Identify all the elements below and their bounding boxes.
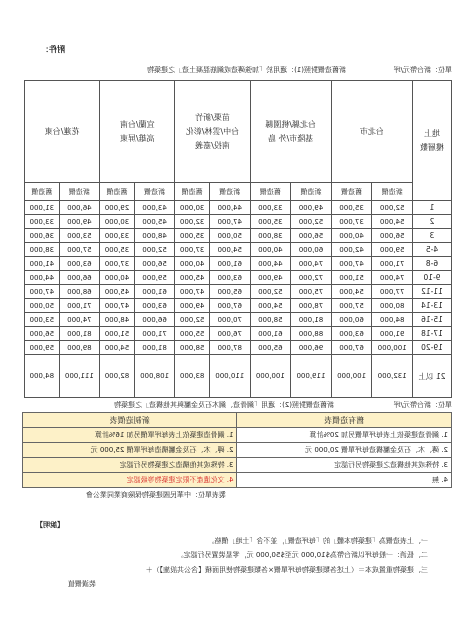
table1-row xyxy=(25,243,452,257)
old-price-cell: 33,000 xyxy=(250,201,291,215)
new-price-cell: 56,000 xyxy=(372,229,413,243)
new-price-cell: 57,000 xyxy=(59,243,100,257)
old-price-cell: 40,000 xyxy=(100,271,135,285)
floor-cell: 2 xyxy=(413,215,452,229)
new-price-cell: 63,000 xyxy=(59,257,100,271)
table2-row xyxy=(23,428,452,443)
old-price-cell: 38,000 xyxy=(250,229,291,243)
new-price-cell: 53,000 xyxy=(59,229,100,243)
old-price-cell: 83,000 xyxy=(175,355,210,398)
old-price-cell: 49,000 xyxy=(175,299,210,313)
new-price-cell: 59,000 xyxy=(372,243,413,257)
new-price-cell: 48,000 xyxy=(134,229,175,243)
old-price-cell: 60,000 xyxy=(331,313,372,327)
old-price-cell: 47,000 xyxy=(331,257,372,271)
new-price-cell: 59,000 xyxy=(134,271,175,285)
old-price-cell: 32,000 xyxy=(175,215,210,229)
table1-unit: 單位：新台幣元/坪 xyxy=(393,66,452,74)
old-price-cell: 51,000 xyxy=(100,327,135,341)
old-price-cell: 31,000 xyxy=(25,201,60,215)
old-price-rule: 3. 特殊或其他構造之建築物另行認定 xyxy=(237,458,452,473)
col-old-price-header: 舊造價 xyxy=(250,183,291,201)
floor-cell: 9-10 xyxy=(413,271,452,285)
old-price-cell: 44,000 xyxy=(25,271,60,285)
new-price-cell: 49,000 xyxy=(59,215,100,229)
table1-row xyxy=(25,271,452,285)
old-price-cell: 36,000 xyxy=(25,229,60,243)
floor-cell: 11-12 xyxy=(413,285,452,299)
old-price-cell: 35,000 xyxy=(250,215,291,229)
table1-row xyxy=(25,313,452,327)
cost-table-1 xyxy=(24,80,452,398)
table2-source: 製表單位：中華民國建築物保險商業同業公會 xyxy=(86,491,226,499)
old-price-cell: 37,000 xyxy=(175,243,210,257)
col-new-price-header: 新造價 xyxy=(372,183,413,201)
floor-header: 地上 樓層數 xyxy=(413,81,452,201)
floor-cell: 4-5 xyxy=(413,243,452,257)
old-price-cell: 37,000 xyxy=(100,257,135,271)
new-price-rule: 3. 特殊或其他構造之建築物另行認定 xyxy=(23,458,238,473)
new-price-cell: 61,000 xyxy=(134,285,175,299)
old-price-cell: 30,000 xyxy=(175,201,210,215)
old-price-cell: 65,000 xyxy=(250,341,291,355)
floor-cell: 21 以上 xyxy=(413,355,452,398)
old-price-cell: 84,000 xyxy=(25,355,60,398)
old-price-cell: 100,000 xyxy=(331,355,372,398)
old-price-cell: 29,000 xyxy=(100,201,135,215)
region-header-taipei-county: 台北縣/桃園縣 基隆市/外 島 xyxy=(250,81,331,183)
old-price-cell: 52,000 xyxy=(175,313,210,327)
attachment-title: 附件： xyxy=(41,45,65,54)
new-price-cell: 43,000 xyxy=(134,201,175,215)
col-old-price-header: 舊造價 xyxy=(331,183,372,201)
old-price-cell: 58,000 xyxy=(250,313,291,327)
col-new-price-header: 新造價 xyxy=(209,183,250,201)
new-price-cell: 66,000 xyxy=(59,271,100,285)
new-price-cell: 50,000 xyxy=(209,229,250,243)
new-price-cell: 46,000 xyxy=(59,201,100,215)
old-price-cell: 35,000 xyxy=(331,201,372,215)
new-price-cell: 45,000 xyxy=(134,215,175,229)
new-price-cell: 88,000 xyxy=(291,327,332,341)
floor-cell: 1 xyxy=(413,201,452,215)
new-price-cell: 71,000 xyxy=(134,327,175,341)
new-price-cell: 84,000 xyxy=(372,313,413,327)
old-price-cell: 44,000 xyxy=(250,257,291,271)
new-price-cell: 63,000 xyxy=(134,299,175,313)
old-price-cell: 33,000 xyxy=(25,215,60,229)
old-price-cell: 37,000 xyxy=(331,215,372,229)
old-price-header: 舊有造價表 xyxy=(237,413,452,428)
new-price-cell: 74,000 xyxy=(59,313,100,327)
col-new-price-header: 新造價 xyxy=(59,183,100,201)
old-price-cell: 53,000 xyxy=(25,313,60,327)
new-price-cell: 81,000 xyxy=(134,341,175,355)
new-price-cell: 87,000 xyxy=(209,341,250,355)
region-header-south: 宜蘭/台南 高雄/屏東 xyxy=(100,81,175,183)
old-price-cell: 67,000 xyxy=(331,341,372,355)
new-price-cell: 52,000 xyxy=(372,201,413,215)
floor-cell: 19-20 xyxy=(413,341,452,355)
col-old-price-header: 舊造價 xyxy=(25,183,60,201)
table1-row xyxy=(25,355,452,398)
old-price-rule: 1. 鋼骨造建築依上表每坪單價另加 20%計算 xyxy=(237,428,452,443)
new-price-cell: 108,000 xyxy=(134,355,175,398)
new-price-cell: 44,000 xyxy=(209,201,250,215)
old-price-cell: 30,000 xyxy=(100,215,135,229)
new-price-cell: 47,000 xyxy=(209,215,250,229)
old-price-cell: 45,000 xyxy=(175,271,210,285)
new-price-cell: 72,000 xyxy=(291,271,332,285)
new-price-cell: 52,000 xyxy=(291,215,332,229)
old-price-cell: 58,000 xyxy=(175,341,210,355)
table1-row xyxy=(25,201,452,215)
col-old-price-header: 舊造價 xyxy=(100,183,135,201)
old-price-cell: 54,000 xyxy=(331,285,372,299)
new-price-cell: 49,000 xyxy=(291,201,332,215)
old-price-cell: 38,000 xyxy=(25,243,60,257)
note-item: 一、上表造價為「建築物本體」的「每坪造價」，並不含「土地」價格。 xyxy=(207,537,428,545)
old-price-cell: 56,000 xyxy=(25,327,60,341)
floor-cell: 6-8 xyxy=(413,257,452,271)
old-price-cell: 100,000 xyxy=(250,355,291,398)
table1-row xyxy=(25,215,452,229)
old-price-cell: 40,000 xyxy=(331,229,372,243)
new-price-cell: 56,000 xyxy=(291,229,332,243)
old-price-cell: 47,000 xyxy=(25,285,60,299)
new-price-cell: 56,000 xyxy=(134,257,175,271)
old-price-cell: 40,000 xyxy=(175,257,210,271)
new-price-cell: 78,000 xyxy=(291,299,332,313)
region-header-east: 花蓮/台東 xyxy=(25,81,100,183)
new-price-cell: 110,000 xyxy=(209,355,250,398)
old-price-cell: 54,000 xyxy=(250,299,291,313)
old-price-cell: 57,000 xyxy=(331,299,372,313)
new-price-cell: 81,000 xyxy=(291,313,332,327)
old-price-cell: 41,000 xyxy=(25,257,60,271)
new-price-cell: 77,000 xyxy=(372,285,413,299)
old-price-cell: 47,000 xyxy=(100,299,135,313)
new-price-cell: 65,000 xyxy=(209,285,250,299)
col-old-price-header: 舊造價 xyxy=(175,183,210,201)
note-item: 三、建築物重置成本＝（上述各類建築物每坪單價×各類建築物使用面積【含公共設施】）＋ xyxy=(145,566,428,574)
old-price-cell: 48,000 xyxy=(100,313,135,327)
new-price-rule: 2. 磚、木、石及金屬構造每坪單價 25,000 元 xyxy=(23,443,238,458)
old-price-cell: 35,000 xyxy=(100,243,135,257)
floor-cell: 13-14 xyxy=(413,299,452,313)
new-price-cell: 61,000 xyxy=(209,257,250,271)
table1-row xyxy=(25,341,452,355)
table1-caption: 新舊造價對照(1)：適用於「加強磚造或鋼筋混凝土造」之建築物 xyxy=(147,66,346,74)
table1-header-row xyxy=(25,81,452,183)
floor-cell: 15-16 xyxy=(413,313,452,327)
old-price-rule: 4. 無 xyxy=(237,473,452,488)
new-price-cell: 66,000 xyxy=(134,313,175,327)
table1-row xyxy=(25,327,452,341)
old-price-cell: 42,000 xyxy=(331,243,372,257)
region-header-central: 苗栗/新竹 台中/雲林/彰化 南投/嘉義 xyxy=(175,81,250,183)
new-price-cell: 74,000 xyxy=(372,271,413,285)
table2-caption: 新舊造價對照(2)：適用「鋼骨造、鋼木石及金屬與其他構造」之建築物 xyxy=(114,401,334,409)
new-price-cell: 89,000 xyxy=(59,341,100,355)
new-price-cell: 132,000 xyxy=(372,355,413,398)
old-price-cell: 47,000 xyxy=(175,285,210,299)
new-price-cell: 76,000 xyxy=(209,327,250,341)
table2-header-row xyxy=(23,413,452,428)
table2-row xyxy=(23,458,452,473)
old-price-cell: 51,000 xyxy=(331,271,372,285)
note-item: 二、低消：一般每坪以新台幣為$10,000 元至$50,000 元，零星裝置另行認定。 xyxy=(176,551,428,559)
new-price-cell: 68,000 xyxy=(59,285,100,299)
new-price-cell: 52,000 xyxy=(134,243,175,257)
table1-row xyxy=(25,299,452,313)
old-price-cell: 82,000 xyxy=(100,355,135,398)
old-price-cell: 52,000 xyxy=(250,285,291,299)
floor-cell: 3 xyxy=(413,229,452,243)
col-new-price-header: 新造價 xyxy=(134,183,175,201)
table2-row xyxy=(23,473,452,488)
new-price-header: 新制造價表 xyxy=(23,413,238,428)
new-price-cell: 75,000 xyxy=(291,285,332,299)
old-price-cell: 63,000 xyxy=(331,327,372,341)
old-price-cell: 45,000 xyxy=(100,285,135,299)
old-price-cell: 50,000 xyxy=(25,299,60,313)
new-price-cell: 54,000 xyxy=(209,243,250,257)
new-price-cell: 100,000 xyxy=(372,341,413,355)
cost-table-2 xyxy=(22,412,452,488)
new-price-rule: 4. 文化遺產不限定建築物等級認定 xyxy=(23,473,238,488)
table2-unit: 單位：新台幣元/坪 xyxy=(393,401,452,409)
table2-row xyxy=(23,443,452,458)
old-price-cell: 33,000 xyxy=(100,229,135,243)
new-price-cell: 60,000 xyxy=(291,243,332,257)
old-price-cell: 49,000 xyxy=(250,271,291,285)
new-price-cell: 111,000 xyxy=(59,355,100,398)
table1-subheader-row xyxy=(25,183,452,201)
old-price-rule: 2. 磚、木、石及金屬構造每坪單價 20,000 元 xyxy=(237,443,452,458)
new-price-cell: 71,000 xyxy=(372,257,413,271)
col-new-price-header: 新造價 xyxy=(291,183,332,201)
old-price-cell: 54,000 xyxy=(100,341,135,355)
new-price-cell: 91,000 xyxy=(372,327,413,341)
old-price-cell: 35,000 xyxy=(175,229,210,243)
new-price-cell: 63,000 xyxy=(209,271,250,285)
old-price-cell: 61,000 xyxy=(250,327,291,341)
new-price-cell: 81,000 xyxy=(59,327,100,341)
floor-cell: 17-18 xyxy=(413,327,452,341)
region-header-taipei-city: 台北市 xyxy=(331,81,412,183)
old-price-cell: 59,000 xyxy=(25,341,60,355)
new-price-cell: 74,000 xyxy=(291,257,332,271)
new-price-cell: 54,000 xyxy=(372,215,413,229)
old-price-cell: 55,000 xyxy=(175,327,210,341)
old-price-cell: 40,000 xyxy=(250,243,291,257)
new-price-cell: 119,000 xyxy=(291,355,332,398)
new-price-cell: 96,000 xyxy=(291,341,332,355)
new-price-cell: 67,000 xyxy=(209,299,250,313)
new-price-cell: 71,000 xyxy=(59,299,100,313)
note-item: 裝潢價值 xyxy=(68,580,96,588)
new-price-cell: 80,000 xyxy=(372,299,413,313)
table1-row xyxy=(25,229,452,243)
notes-title: 【說明】 xyxy=(36,521,64,529)
new-price-cell: 70,000 xyxy=(209,313,250,327)
new-price-rule: 1. 鋼骨造建築依上表每坪單價另加 16%計算 xyxy=(23,428,238,443)
table1-row xyxy=(25,257,452,271)
table1-row xyxy=(25,285,452,299)
